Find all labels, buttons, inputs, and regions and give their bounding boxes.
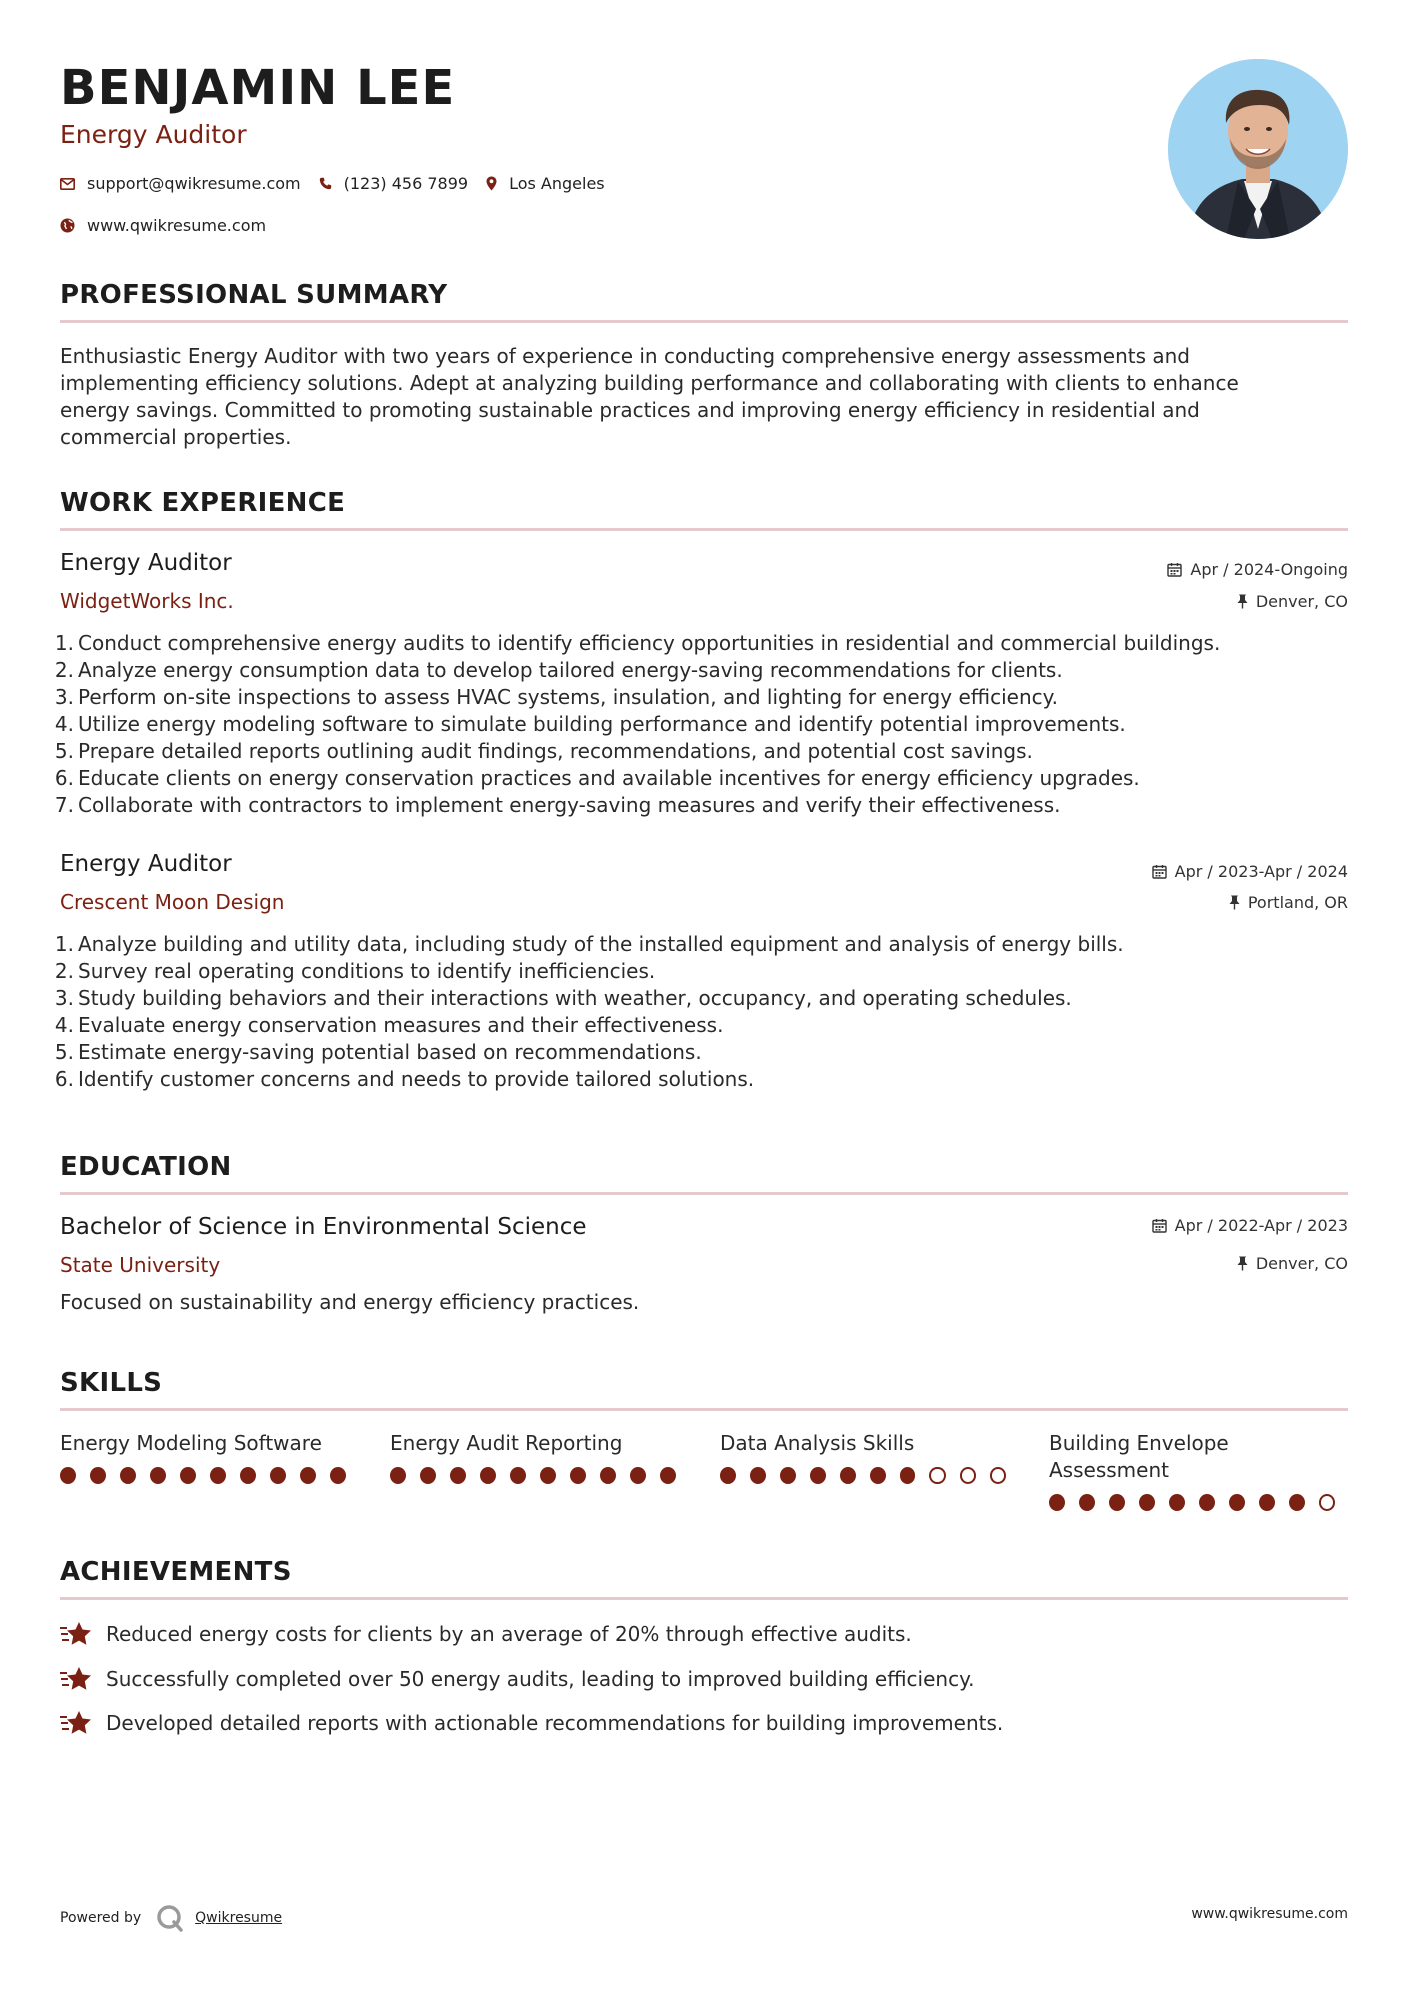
list-item: 4. Utilize energy modeling software to simulate building performance and identify potential improvements. bbox=[54, 712, 1126, 736]
list-item: 4. Evaluate energy conservation measures and their effectiveness. bbox=[54, 1013, 724, 1037]
skill-dot-filled bbox=[600, 1467, 616, 1484]
skill-item bbox=[1049, 1430, 1349, 1511]
star-badge-icon bbox=[60, 1620, 94, 1648]
candidate-role: Energy Auditor bbox=[60, 120, 247, 149]
skill-dot-filled bbox=[630, 1467, 646, 1484]
job-dates-text: Apr / 2024-Ongoing bbox=[1190, 560, 1348, 579]
skill-dot-filled bbox=[120, 1467, 136, 1484]
skill-rating bbox=[60, 1467, 360, 1484]
achievement-item bbox=[60, 1620, 912, 1648]
skill-item bbox=[390, 1430, 690, 1484]
skill-dot-filled bbox=[1139, 1494, 1155, 1511]
summary-line: commercial properties. bbox=[60, 425, 292, 449]
skill-dot-filled bbox=[870, 1467, 886, 1484]
education-divider bbox=[60, 1192, 1348, 1195]
pin-icon bbox=[1229, 895, 1240, 910]
calendar-icon bbox=[1152, 1218, 1167, 1233]
skill-dot-filled bbox=[1049, 1494, 1065, 1511]
email-text: support@qwikresume.com bbox=[87, 174, 301, 193]
list-item: 2. Survey real operating conditions to identify inefficiencies. bbox=[54, 959, 656, 983]
skill-name: Energy Modeling Software bbox=[60, 1431, 322, 1455]
contact-row-secondary bbox=[60, 216, 284, 235]
profile-photo bbox=[1168, 59, 1348, 239]
achievement-text: Reduced energy costs for clients by an average of 20% through effective audits. bbox=[106, 1622, 912, 1646]
experience-divider bbox=[60, 528, 1348, 531]
job-location-text: Portland, OR bbox=[1247, 893, 1348, 912]
skill-dot-filled bbox=[60, 1467, 76, 1484]
summary-line: implementing efficiency solutions. Adept at analyzing building performance and collaborating with clients to enhance bbox=[60, 371, 1239, 395]
skill-dot-filled bbox=[810, 1467, 826, 1484]
achievement-text: Successfully completed over 50 energy audits, leading to improved building efficiency. bbox=[106, 1667, 975, 1691]
skill-dot-filled bbox=[1169, 1494, 1185, 1511]
summary-text bbox=[60, 343, 1348, 451]
skill-dot-filled bbox=[390, 1467, 406, 1484]
skill-dot-filled bbox=[1109, 1494, 1125, 1511]
education-location-text: Denver, CO bbox=[1255, 1254, 1348, 1273]
achievements-divider bbox=[60, 1597, 1348, 1600]
skill-rating bbox=[390, 1467, 690, 1484]
skill-dot-filled bbox=[270, 1467, 286, 1484]
skill-dot-filled bbox=[420, 1467, 436, 1484]
skill-dot-filled bbox=[330, 1467, 346, 1484]
list-item: 5. Prepare detailed reports outlining audit findings, recommendations, and potential cost savings. bbox=[54, 739, 1033, 763]
skill-dot-filled bbox=[150, 1467, 166, 1484]
skill-name-line: Assessment bbox=[1049, 1458, 1169, 1482]
star-badge-icon bbox=[60, 1665, 94, 1693]
education-heading: EDUCATION bbox=[60, 1152, 232, 1182]
skill-dot-filled bbox=[1259, 1494, 1275, 1511]
skill-dot-filled bbox=[1079, 1494, 1095, 1511]
skill-item bbox=[720, 1430, 1020, 1484]
summary-line: energy savings. Committed to promoting sustainable practices and improving energy efficiency in residential and bbox=[60, 398, 1200, 422]
summary-divider bbox=[60, 320, 1348, 323]
list-item: 3. Study building behaviors and their interactions with weather, occupancy, and operating schedules. bbox=[54, 986, 1072, 1010]
contact-email[interactable] bbox=[60, 174, 301, 193]
experience-heading: WORK EXPERIENCE bbox=[60, 488, 346, 518]
pin-icon bbox=[1237, 594, 1248, 609]
powered-by-label: Powered by bbox=[60, 1910, 142, 1926]
skill-dot-filled bbox=[900, 1467, 916, 1484]
skill-dot-filled bbox=[720, 1467, 736, 1484]
job-duties-list bbox=[50, 931, 1350, 1093]
qwikresume-logo-icon bbox=[155, 1903, 185, 1933]
footer-powered-by bbox=[60, 1903, 282, 1933]
footer-brand-link[interactable]: Qwikresume bbox=[195, 1910, 283, 1926]
star-badge-icon bbox=[60, 1709, 94, 1737]
calendar-icon bbox=[1152, 864, 1167, 879]
job-dates bbox=[1152, 862, 1348, 881]
skill-dot-filled bbox=[840, 1467, 856, 1484]
candidate-name: BENJAMIN LEE bbox=[60, 60, 456, 116]
education-location bbox=[1237, 1254, 1348, 1273]
list-item: 2. Analyze energy consumption data to develop tailored energy-saving recommendations for clients. bbox=[54, 658, 1063, 682]
summary-heading: PROFESSIONAL SUMMARY bbox=[60, 280, 448, 310]
contact-location bbox=[486, 174, 605, 193]
achievements-heading: ACHIEVEMENTS bbox=[60, 1557, 292, 1587]
skill-dot-filled bbox=[660, 1467, 676, 1484]
skill-dot-filled bbox=[780, 1467, 796, 1484]
list-item: 1. Conduct comprehensive energy audits to identify efficiency opportunities in residential and commercial buildings. bbox=[54, 631, 1221, 655]
list-item: 6. Educate clients on energy conservation practices and available incentives for energy efficiency upgrades. bbox=[54, 766, 1140, 790]
job-duties-list bbox=[50, 630, 1350, 819]
education-description: Focused on sustainability and energy efficiency practices. bbox=[60, 1290, 640, 1314]
map-pin-icon bbox=[486, 176, 497, 191]
phone-icon bbox=[319, 177, 332, 190]
calendar-icon bbox=[1167, 562, 1182, 577]
contact-row-primary bbox=[60, 174, 623, 193]
skill-dot-filled bbox=[540, 1467, 556, 1484]
achievement-item bbox=[60, 1665, 974, 1693]
list-item: 3. Perform on-site inspections to assess HVAC systems, insulation, and lighting for energy efficiency. bbox=[54, 685, 1058, 709]
list-item: 6. Identify customer concerns and needs to provide tailored solutions. bbox=[54, 1067, 755, 1091]
skill-dot-filled bbox=[210, 1467, 226, 1484]
job-title: Energy Auditor bbox=[60, 550, 232, 576]
mail-icon bbox=[60, 178, 75, 190]
skill-dot-filled bbox=[240, 1467, 256, 1484]
profile-photo-illustration bbox=[1168, 59, 1348, 239]
skill-dot-filled bbox=[510, 1467, 526, 1484]
job-location bbox=[1237, 592, 1348, 611]
skill-name: Energy Audit Reporting bbox=[390, 1431, 623, 1455]
skill-dot-filled bbox=[1229, 1494, 1245, 1511]
list-item: 1. Analyze building and utility data, including study of the installed equipment and analysis of energy bills. bbox=[54, 932, 1124, 956]
skill-rating bbox=[720, 1467, 1020, 1484]
school-name: State University bbox=[60, 1253, 221, 1277]
skill-rating bbox=[1049, 1494, 1349, 1511]
education-dates bbox=[1152, 1216, 1348, 1235]
contact-website[interactable] bbox=[60, 216, 266, 235]
job-location bbox=[1229, 893, 1348, 912]
pin-icon bbox=[1237, 1256, 1248, 1271]
skill-dot-empty bbox=[929, 1467, 945, 1484]
achievement-item bbox=[60, 1709, 1003, 1737]
skill-dot-empty bbox=[990, 1467, 1006, 1484]
globe-icon bbox=[60, 218, 75, 233]
list-item: 5. Estimate energy-saving potential based on recommendations. bbox=[54, 1040, 702, 1064]
education-dates-text: Apr / 2022-Apr / 2023 bbox=[1174, 1216, 1348, 1235]
footer-website[interactable]: www.qwikresume.com bbox=[1191, 1906, 1348, 1922]
skill-dot-filled bbox=[180, 1467, 196, 1484]
job-dates-text: Apr / 2023-Apr / 2024 bbox=[1174, 862, 1348, 881]
skill-dot-filled bbox=[750, 1467, 766, 1484]
job-location-text: Denver, CO bbox=[1255, 592, 1348, 611]
skill-dot-filled bbox=[300, 1467, 316, 1484]
skill-name bbox=[1049, 1430, 1349, 1484]
job-company: WidgetWorks Inc. bbox=[60, 589, 234, 613]
skill-dot-filled bbox=[90, 1467, 106, 1484]
skill-dot-filled bbox=[1289, 1494, 1305, 1511]
skill-name: Data Analysis Skills bbox=[720, 1431, 915, 1455]
skills-heading: SKILLS bbox=[60, 1368, 163, 1398]
job-company: Crescent Moon Design bbox=[60, 890, 285, 914]
skill-dot-filled bbox=[480, 1467, 496, 1484]
skill-dot-filled bbox=[570, 1467, 586, 1484]
skill-dot-filled bbox=[450, 1467, 466, 1484]
list-item: 7. Collaborate with contractors to implement energy-saving measures and verify their effectiveness. bbox=[54, 793, 1061, 817]
location-text: Los Angeles bbox=[509, 174, 605, 193]
contact-phone[interactable] bbox=[319, 174, 468, 193]
skill-item bbox=[60, 1430, 360, 1484]
achievement-text: Developed detailed reports with actionable recommendations for building improvements. bbox=[106, 1711, 1004, 1735]
phone-text: (123) 456 7899 bbox=[343, 174, 469, 193]
website-text: www.qwikresume.com bbox=[87, 216, 267, 235]
job-title: Energy Auditor bbox=[60, 851, 232, 877]
job-dates bbox=[1167, 560, 1348, 579]
skill-dot-filled bbox=[1199, 1494, 1215, 1511]
summary-line: Enthusiastic Energy Auditor with two years of experience in conducting comprehensive energy assessments and bbox=[60, 344, 1190, 368]
skill-dot-empty bbox=[1319, 1494, 1335, 1511]
skill-name-line: Building Envelope bbox=[1049, 1431, 1229, 1455]
skills-divider bbox=[60, 1408, 1348, 1411]
skill-dot-empty bbox=[960, 1467, 976, 1484]
degree-title: Bachelor of Science in Environmental Science bbox=[60, 1214, 587, 1240]
